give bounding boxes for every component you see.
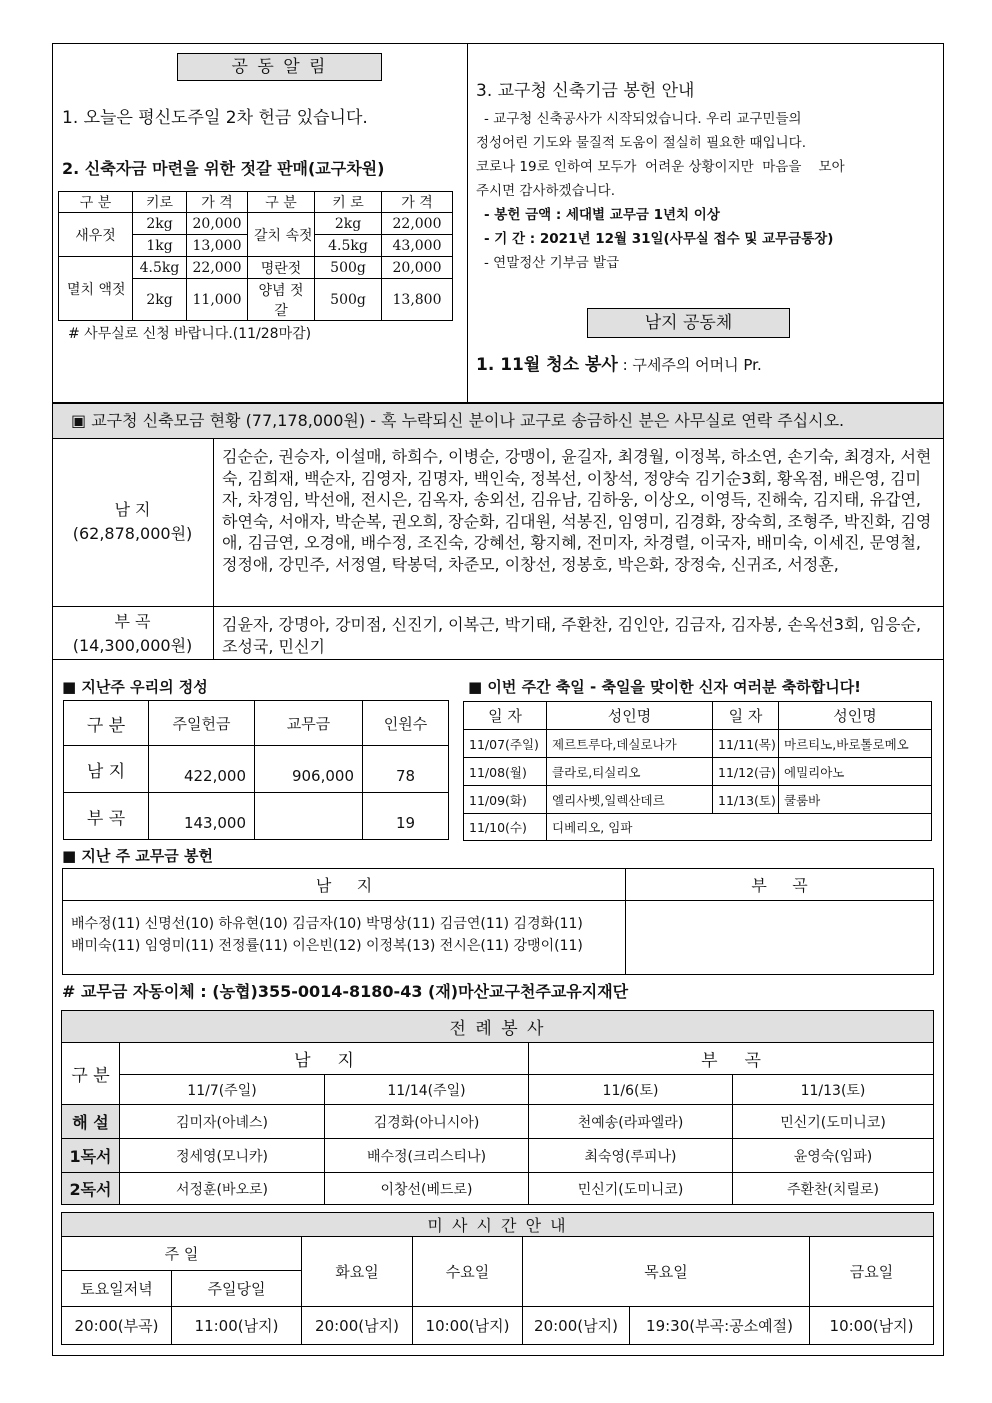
namji-clean-value: : 구세주의 어머니 Pr.	[617, 356, 762, 374]
status-header: ▣ 교구청 신축모금 현황 (77,178,000원) - 혹 누락되신 분이나 교구로 송금하신 분은 사무실로 연락 주십시오.	[52, 403, 944, 439]
mass-time: 20:00(남지)	[523, 1307, 630, 1345]
mass-time: 19:30(부곡:공소예절)	[630, 1307, 810, 1345]
status-namji-label	[52, 498, 213, 546]
feast-header: 일 자	[464, 702, 547, 730]
mass-sat-eve: 토요일저녁	[62, 1271, 172, 1307]
namji-title: 남지 공동체	[587, 308, 790, 338]
offering-row-label: 부 곡	[64, 793, 149, 840]
dues-bugok-list	[626, 901, 934, 975]
notice-item1: 1. 오늘은 평신도주일 2차 헌금 있습니다.	[62, 108, 368, 128]
sale-weight: 2kg	[315, 213, 382, 235]
feast-saint: 마르티노,바로톨로메오	[779, 730, 932, 758]
offering-row-label: 남 지	[64, 746, 149, 793]
dues-auto-transfer: # 교무금 자동이체 : (농협)355-0014-8180-43 (재)마산교구천주교유지재단	[62, 982, 629, 1001]
mass-sun-day: 주일당일	[172, 1271, 302, 1307]
offering-count: 78	[363, 746, 449, 793]
liturgy-cell: 김미자(아녜스)	[120, 1105, 325, 1139]
sale-weight: 500g	[315, 279, 382, 321]
status-namji-name: 남 지	[114, 500, 151, 519]
sale-weight: 500g	[315, 257, 382, 279]
liturgy-date: 11/13(토)	[733, 1075, 934, 1105]
offering-sunday: 143,000	[149, 793, 255, 840]
feast-date: 11/09(화)	[464, 786, 547, 814]
liturgy-row-label: 해 설	[62, 1105, 120, 1139]
feast-saint: 엘리사벳,일렉산데르	[547, 786, 713, 814]
offering-table	[63, 700, 449, 840]
feast-saint: 디베리오, 임파	[547, 814, 932, 841]
liturgy-cell: 서정훈(바오로)	[120, 1173, 325, 1205]
offering-dues: 906,000	[255, 746, 363, 793]
namji-clean	[476, 350, 762, 375]
liturgy-cell: 천예송(라파엘라)	[529, 1105, 733, 1139]
feast-date: 11/10(수)	[464, 814, 547, 841]
mass-tue: 화요일	[302, 1237, 413, 1307]
offering-header: 인원수	[363, 701, 449, 746]
status-bugok-name: 부 곡	[114, 612, 151, 631]
offering-sunday: 422,000	[149, 746, 255, 793]
dues-line: 배미숙(11) 임영미(11) 전정률(11) 이은빈(12) 이정복(13) 전시은(11) 강맹이(11)	[71, 938, 583, 954]
top-divider	[467, 43, 468, 403]
liturgy-label-col: 구 분	[62, 1043, 120, 1105]
liturgy-cell: 배수정(크리스티나)	[325, 1139, 529, 1173]
mass-thu: 목요일	[523, 1237, 810, 1307]
sale-price: 43,000	[382, 235, 453, 257]
sale-header: 구 분	[248, 192, 315, 213]
sale-header: 키로	[133, 192, 187, 213]
fund-desc	[476, 107, 931, 275]
feast-header: 성인명	[779, 702, 932, 730]
sale-weight: 1kg	[133, 235, 187, 257]
liturgy-bugok: 부 곡	[529, 1043, 934, 1075]
offering-header: 구 분	[64, 701, 149, 746]
mass-table	[61, 1212, 934, 1345]
sale-header: 키 로	[315, 192, 382, 213]
notice-item2: 2. 신축자금 마련을 위한 젓갈 판매(교구차원)	[62, 159, 385, 178]
fund-desc-line: 정성어린 기도와 물질적 도움이 절실히 필요한 때입니다.	[476, 135, 806, 151]
offering-title: ■ 지난주 우리의 정성	[62, 678, 208, 696]
liturgy-table	[61, 1010, 934, 1205]
liturgy-cell: 민신기(도미니코)	[529, 1173, 733, 1205]
liturgy-cell: 주환찬(치릴로)	[733, 1173, 934, 1205]
sale-note: # 사무실로 신청 바랍니다.(11/28마감)	[68, 326, 312, 342]
sale-weight: 4.5kg	[315, 235, 382, 257]
liturgy-namji: 남 지	[120, 1043, 529, 1075]
namji-clean-label: 1. 11월 청소 봉사	[476, 355, 618, 375]
feast-date: 11/13(토)	[713, 786, 779, 814]
sale-price: 22,000	[382, 213, 453, 235]
dues-namji-list	[63, 901, 626, 975]
liturgy-date: 11/7(주일)	[120, 1075, 325, 1105]
fund-desc-line: - 교구청 신축공사가 시작되었습니다. 우리 교구민들의	[484, 111, 802, 127]
fund-receipt: - 연말정산 기부금 발급	[484, 255, 620, 271]
liturgy-cell: 민신기(도미니코)	[733, 1105, 934, 1139]
mass-wed: 수요일	[413, 1237, 523, 1307]
offering-header: 주일헌금	[149, 701, 255, 746]
feast-saint: 클라로,티실리오	[547, 758, 713, 786]
fund-period: - 기 간 : 2021년 12월 31일(사무실 접수 및 교무금통장)	[484, 231, 834, 247]
feast-header: 일 자	[713, 702, 779, 730]
dues-title: ■ 지난 주 교무금 봉헌	[62, 847, 213, 865]
offering-count: 19	[363, 793, 449, 840]
sale-weight: 2kg	[133, 279, 187, 321]
sale-item: 명란젓	[248, 257, 315, 279]
liturgy-date: 11/14(주일)	[325, 1075, 529, 1105]
fund-desc-line: 코로나 19로 인하여 모두가 어려운 상황이지만 마음을 모아	[476, 159, 845, 175]
sale-item: 양념 젓갈	[248, 279, 315, 321]
sale-weight: 4.5kg	[133, 257, 187, 279]
sale-weight: 2kg	[133, 213, 187, 235]
offering-dues	[255, 793, 363, 840]
status-bugok-names: 김윤자, 강명아, 강미점, 신진기, 이복근, 박기태, 주환찬, 김인안, 김금자, 김자봉, 손옥선3회, 임응순, 조성국, 민신기	[222, 615, 922, 656]
fund-amount: - 봉헌 금액 : 세대별 교무금 1년치 이상	[484, 207, 720, 223]
mass-time: 20:00(부곡)	[62, 1307, 172, 1345]
sale-price: 11,000	[187, 279, 248, 321]
sale-table	[58, 191, 453, 321]
status-namji-amount: (62,878,000원)	[72, 524, 193, 543]
sale-price: 22,000	[187, 257, 248, 279]
sale-price: 20,000	[382, 257, 453, 279]
mass-time: 10:00(남지)	[413, 1307, 523, 1345]
liturgy-cell: 정세영(모니카)	[120, 1139, 325, 1173]
liturgy-cell: 윤영숙(임파)	[733, 1139, 934, 1173]
liturgy-row-label: 2독서	[62, 1173, 120, 1205]
mass-time: 20:00(남지)	[302, 1307, 413, 1345]
sale-item: 새우젓	[59, 213, 133, 257]
feast-saint: 제르트루다,데실로나가	[547, 730, 713, 758]
mass-sunday: 주 일	[62, 1237, 302, 1271]
liturgy-cell: 김경화(아니시아)	[325, 1105, 529, 1139]
offering-header: 교무금	[255, 701, 363, 746]
sale-header: 가 격	[187, 192, 248, 213]
feast-table	[463, 701, 932, 841]
liturgy-row-label: 1독서	[62, 1139, 120, 1173]
sale-header: 구 분	[59, 192, 133, 213]
liturgy-date: 11/6(토)	[529, 1075, 733, 1105]
sale-item: 갈치 속젓	[248, 213, 315, 257]
dues-bugok-header: 부 곡	[626, 869, 934, 901]
mass-fri: 금요일	[810, 1237, 934, 1307]
feast-date: 11/07(주일)	[464, 730, 547, 758]
sale-header: 가 격	[382, 192, 453, 213]
liturgy-cell: 이창선(베드로)	[325, 1173, 529, 1205]
liturgy-title: 전 례 봉 사	[62, 1011, 934, 1043]
feast-title: ■ 이번 주간 축일 - 축일을 맞이한 신자 여러분 축하합니다!	[468, 678, 862, 696]
dues-table	[62, 868, 934, 975]
status-namji-names: 김순순, 권승자, 이설매, 하희수, 이병순, 강맹이, 윤길자, 최경월, 이정복, 하소연, 손기숙, 최경자, 서현숙, 김희재, 백순자, 김영자, 김명자, 백인숙, 정복선, 이창석, 정양숙 김기순3회, 황옥점, 배은영, 김미자, 차경임, 박선애, 전시은, 김옥자, 송외선, 김유남, 김하웅, 이상오, 이영득, 진해숙, 김지태, 유갑연, 하연숙, 서애자, 박순복, 권오희, 장순화, 김대원, 석봉진, 임영미, 김경화, 장숙희, 조형주, 박진화, 김영애, 김금연, 오경애, 배수정, 조진숙, 강혜선, 황지혜, 전미자, 차경렬, 이국자, 배미숙, 이세진, 문영철, 정정애, 강민주, 서정열, 탁봉덕, 차준모, 이창선, 정봉호, 박은화, 장정숙, 신귀조, 서정훈,	[222, 447, 932, 574]
status-bugok-label	[52, 610, 213, 658]
dues-namji-header: 남 지	[63, 869, 626, 901]
sale-price: 20,000	[187, 213, 248, 235]
feast-saint: 에밀리아노	[779, 758, 932, 786]
mass-title: 미 사 시 간 안 내	[62, 1213, 934, 1237]
fund-desc-line: 주시면 감사하겠습니다.	[476, 183, 615, 199]
sale-item: 멸치 액젓	[59, 257, 133, 321]
feast-date: 11/11(목)	[713, 730, 779, 758]
feast-date: 11/12(금)	[713, 758, 779, 786]
feast-saint: 쿨룸바	[779, 786, 932, 814]
sale-price: 13,000	[187, 235, 248, 257]
fund-title: 3. 교구청 신축기금 봉헌 안내	[476, 81, 695, 101]
sale-price: 13,800	[382, 279, 453, 321]
status-bugok-amount: (14,300,000원)	[72, 636, 193, 655]
notice-title: 공 동 알 림	[177, 53, 382, 81]
mass-time: 11:00(남지)	[172, 1307, 302, 1345]
feast-header: 성인명	[547, 702, 713, 730]
dues-line: 배수정(11) 신명선(10) 하유현(10) 김금자(10) 박명상(11) 김금연(11) 김경화(11)	[71, 916, 583, 932]
mass-time: 10:00(남지)	[810, 1307, 934, 1345]
liturgy-cell: 최숙영(루피나)	[529, 1139, 733, 1173]
feast-date: 11/08(월)	[464, 758, 547, 786]
